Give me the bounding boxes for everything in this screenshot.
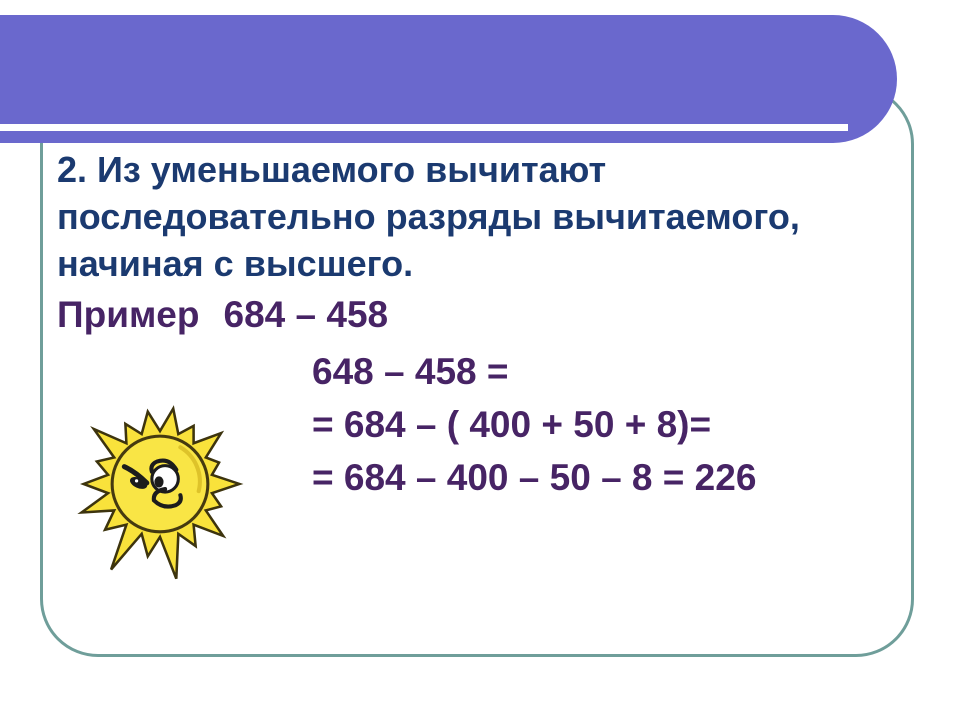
step-line: = 684 – ( 400 + 50 + 8)= xyxy=(312,404,712,445)
header-band xyxy=(0,15,897,143)
rule-line: последовательно разряды вычитаемого, xyxy=(57,196,800,237)
sun-right-pupil xyxy=(154,476,163,487)
rule-line: 2. Из уменьшаемого вычитают xyxy=(57,149,607,190)
example-label: Пример xyxy=(57,294,200,335)
step-line: 648 – 458 = xyxy=(312,351,509,392)
example-expression: 684 – 458 xyxy=(223,294,389,335)
angry-sun-icon xyxy=(66,374,254,598)
rule-line: начиная с высшего. xyxy=(57,243,414,284)
step-line: = 684 – 400 – 50 – 8 = 226 xyxy=(312,457,757,498)
rule-text xyxy=(57,146,800,287)
header-band-underline xyxy=(0,124,848,131)
example-line xyxy=(57,294,388,336)
sun-left-eye-glint xyxy=(135,479,138,482)
calculation-steps xyxy=(312,345,756,504)
